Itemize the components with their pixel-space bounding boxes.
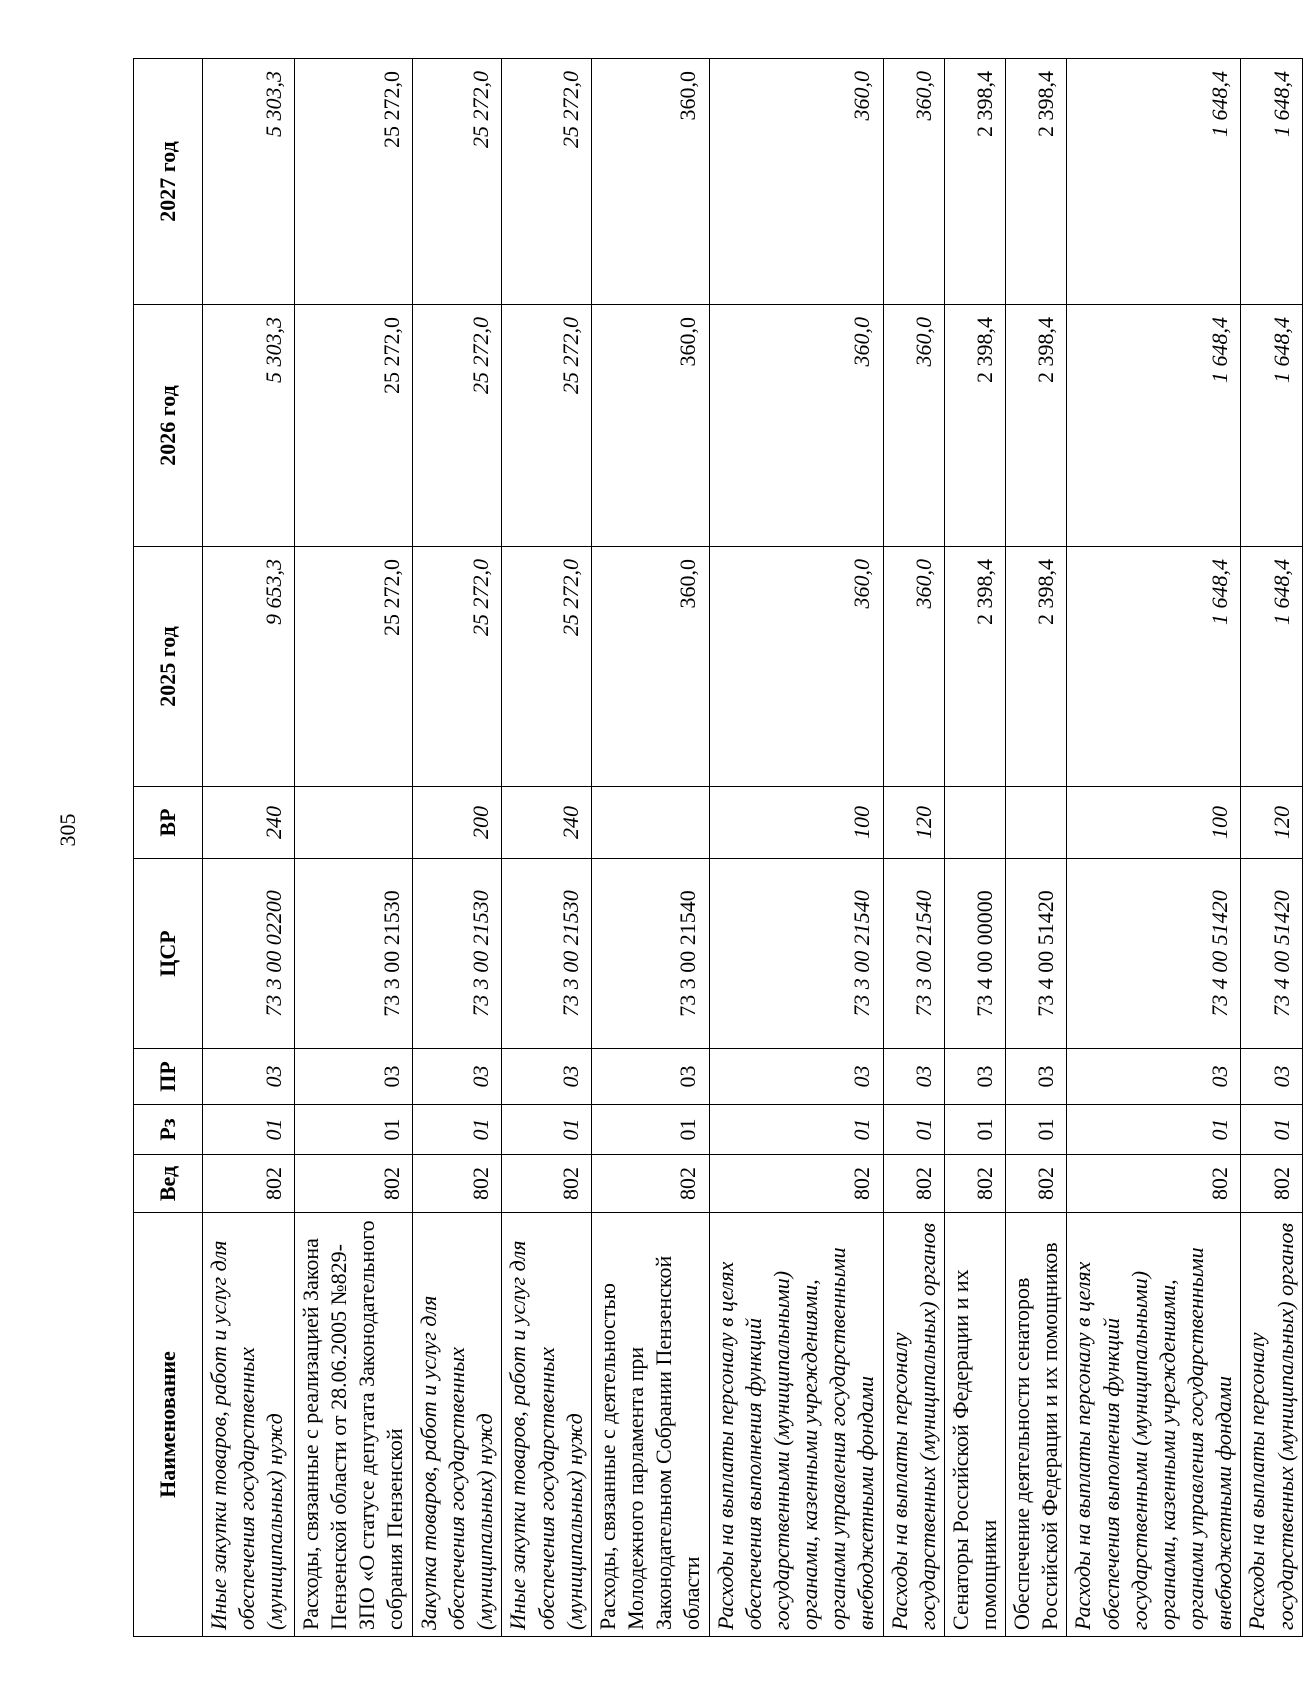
row-ved-cell: 802 [295,1155,413,1213]
row-name-cell: Расходы на выплаты персоналу государственных (муниципальных) органов [883,1213,944,1637]
row-pr-cell: 03 [203,1049,295,1105]
column-header-2027: 2027 год [134,59,203,305]
table-row [944,59,1005,1637]
row-2027-cell: 2 398,4 [1006,59,1067,305]
table-row [1241,59,1302,1637]
row-vr-cell: 100 [709,787,883,859]
row-2027-cell: 25 272,0 [413,59,502,305]
row-rz-cell: 01 [203,1105,295,1155]
table-row [413,59,502,1637]
table-row [1006,59,1067,1637]
row-2026-cell: 1 648,4 [1241,305,1302,547]
row-vr-cell: 120 [883,787,944,859]
row-2026-cell: 25 272,0 [502,305,591,547]
row-pr-cell: 03 [591,1049,709,1105]
row-ved-cell: 802 [413,1155,502,1213]
row-2025-cell: 25 272,0 [413,547,502,787]
row-2027-cell: 1 648,4 [1067,59,1241,305]
row-ved-cell: 802 [502,1155,591,1213]
row-2027-cell: 360,0 [883,59,944,305]
row-vr-cell: 240 [502,787,591,859]
row-pr-cell: 03 [1241,1049,1302,1105]
row-2025-cell: 1 648,4 [1241,547,1302,787]
row-2026-cell: 1 648,4 [1067,305,1241,547]
row-2026-cell: 25 272,0 [295,305,413,547]
row-csr-cell: 73 3 00 02200 [203,859,295,1049]
row-csr-cell: 73 3 00 21540 [883,859,944,1049]
row-ved-cell: 802 [709,1155,883,1213]
budget-table-container [133,59,1298,1637]
row-pr-cell: 03 [295,1049,413,1105]
row-name-cell: Сенаторы Российской Федерации и их помощники [944,1213,1005,1637]
row-name-cell: Расходы, связанные с деятельностью Молодежного парламента при Законодательном Собрании Пензенской области [591,1213,709,1637]
row-2026-cell: 2 398,4 [944,305,1005,547]
table-row [203,59,295,1637]
row-ved-cell: 802 [944,1155,1005,1213]
row-2027-cell: 25 272,0 [502,59,591,305]
row-name-cell: Иные закупки товаров, работ и услуг для обеспечения государственных (муниципальных) нужд [502,1213,591,1637]
column-header-name: Наименование [134,1213,203,1637]
row-name-cell: Расходы на выплаты персоналу в целях обеспечения выполнения функций государственными (муниципальными) органами, казенными учреждениями, органами управления государственными внебюджетными фондами [709,1213,883,1637]
row-csr-cell: 73 4 00 00000 [944,859,1005,1049]
row-name-cell: Обеспечение деятельности сенаторов Российской Федерации и их помощников [1006,1213,1067,1637]
row-vr-cell: 120 [1241,787,1302,859]
row-rz-cell: 01 [295,1105,413,1155]
row-pr-cell: 03 [502,1049,591,1105]
column-header-pr: ПР [134,1049,203,1105]
budget-table [133,58,1303,1637]
column-header-2026: 2026 год [134,305,203,547]
row-2025-cell: 2 398,4 [1006,547,1067,787]
row-vr-cell: 240 [203,787,295,859]
row-csr-cell: 73 4 00 51420 [1006,859,1067,1049]
row-name-cell: Расходы, связанные с реализацией Закона Пензенской области от 28.06.2005 №829-ЗПО «О статусе депутата Законодательного собрания Пензенской [295,1213,413,1637]
row-pr-cell: 03 [883,1049,944,1105]
row-vr-cell [591,787,709,859]
row-ved-cell: 802 [883,1155,944,1213]
row-csr-cell: 73 4 00 51420 [1241,859,1302,1049]
row-csr-cell: 73 3 00 21530 [502,859,591,1049]
row-rz-cell: 01 [883,1105,944,1155]
row-2026-cell: 25 272,0 [413,305,502,547]
row-vr-cell [1006,787,1067,859]
table-row [883,59,944,1637]
row-name-cell: Расходы на выплаты персоналу государственных (муниципальных) органов [1241,1213,1302,1637]
row-ved-cell: 802 [1241,1155,1302,1213]
column-header-rz: Рз [134,1105,203,1155]
column-header-2025: 2025 год [134,547,203,787]
table-body [203,59,1303,1637]
row-2026-cell: 2 398,4 [1006,305,1067,547]
column-header-vr: ВР [134,787,203,859]
row-rz-cell: 01 [502,1105,591,1155]
row-2026-cell: 360,0 [591,305,709,547]
row-2026-cell: 5 303,3 [203,305,295,547]
row-csr-cell: 73 3 00 21540 [709,859,883,1049]
row-rz-cell: 01 [591,1105,709,1155]
column-header-csr: ЦСР [134,859,203,1049]
row-ved-cell: 802 [203,1155,295,1213]
row-2027-cell: 1 648,4 [1241,59,1302,305]
table-row [502,59,591,1637]
row-ved-cell: 802 [1006,1155,1067,1213]
row-2026-cell: 360,0 [709,305,883,547]
row-pr-cell: 03 [1006,1049,1067,1105]
row-ved-cell: 802 [591,1155,709,1213]
row-csr-cell: 73 3 00 21540 [591,859,709,1049]
row-csr-cell: 73 3 00 21530 [413,859,502,1049]
row-2025-cell: 9 653,3 [203,547,295,787]
row-pr-cell: 03 [944,1049,1005,1105]
row-vr-cell [944,787,1005,859]
row-name-cell: Иные закупки товаров, работ и услуг для обеспечения государственных (муниципальных) нужд [203,1213,295,1637]
column-header-ved: Вед [134,1155,203,1213]
row-rz-cell: 01 [1241,1105,1302,1155]
row-vr-cell [295,787,413,859]
row-2026-cell: 360,0 [883,305,944,547]
table-row [1067,59,1241,1637]
row-rz-cell: 01 [709,1105,883,1155]
row-rz-cell: 01 [1067,1105,1241,1155]
row-2027-cell: 5 303,3 [203,59,295,305]
row-2025-cell: 1 648,4 [1067,547,1241,787]
page-number: 305 [55,813,80,847]
row-pr-cell: 03 [709,1049,883,1105]
row-rz-cell: 01 [413,1105,502,1155]
row-2025-cell: 360,0 [709,547,883,787]
row-2025-cell: 25 272,0 [502,547,591,787]
row-csr-cell: 73 4 00 51420 [1067,859,1241,1049]
row-2027-cell: 25 272,0 [295,59,413,305]
table-row [591,59,709,1637]
row-pr-cell: 03 [1067,1049,1241,1105]
row-ved-cell: 802 [1067,1155,1241,1213]
table-header-row [134,59,203,1637]
row-vr-cell: 100 [1067,787,1241,859]
row-name-cell: Закупка товаров, работ и услуг для обеспечения государственных (муниципальных) нужд [413,1213,502,1637]
row-name-cell: Расходы на выплаты персоналу в целях обеспечения выполнения функций государственными (муниципальными) органами, казенными учреждениями, органами управления государственными внебюджетными фондами [1067,1213,1241,1637]
table-row [295,59,413,1637]
row-2027-cell: 360,0 [709,59,883,305]
row-2025-cell: 25 272,0 [295,547,413,787]
row-vr-cell: 200 [413,787,502,859]
table-row [709,59,883,1637]
row-2025-cell: 2 398,4 [944,547,1005,787]
row-csr-cell: 73 3 00 21530 [295,859,413,1049]
row-2025-cell: 360,0 [883,547,944,787]
row-rz-cell: 01 [1006,1105,1067,1155]
row-2025-cell: 360,0 [591,547,709,787]
row-rz-cell: 01 [944,1105,1005,1155]
row-2027-cell: 360,0 [591,59,709,305]
row-2027-cell: 2 398,4 [944,59,1005,305]
row-pr-cell: 03 [413,1049,502,1105]
